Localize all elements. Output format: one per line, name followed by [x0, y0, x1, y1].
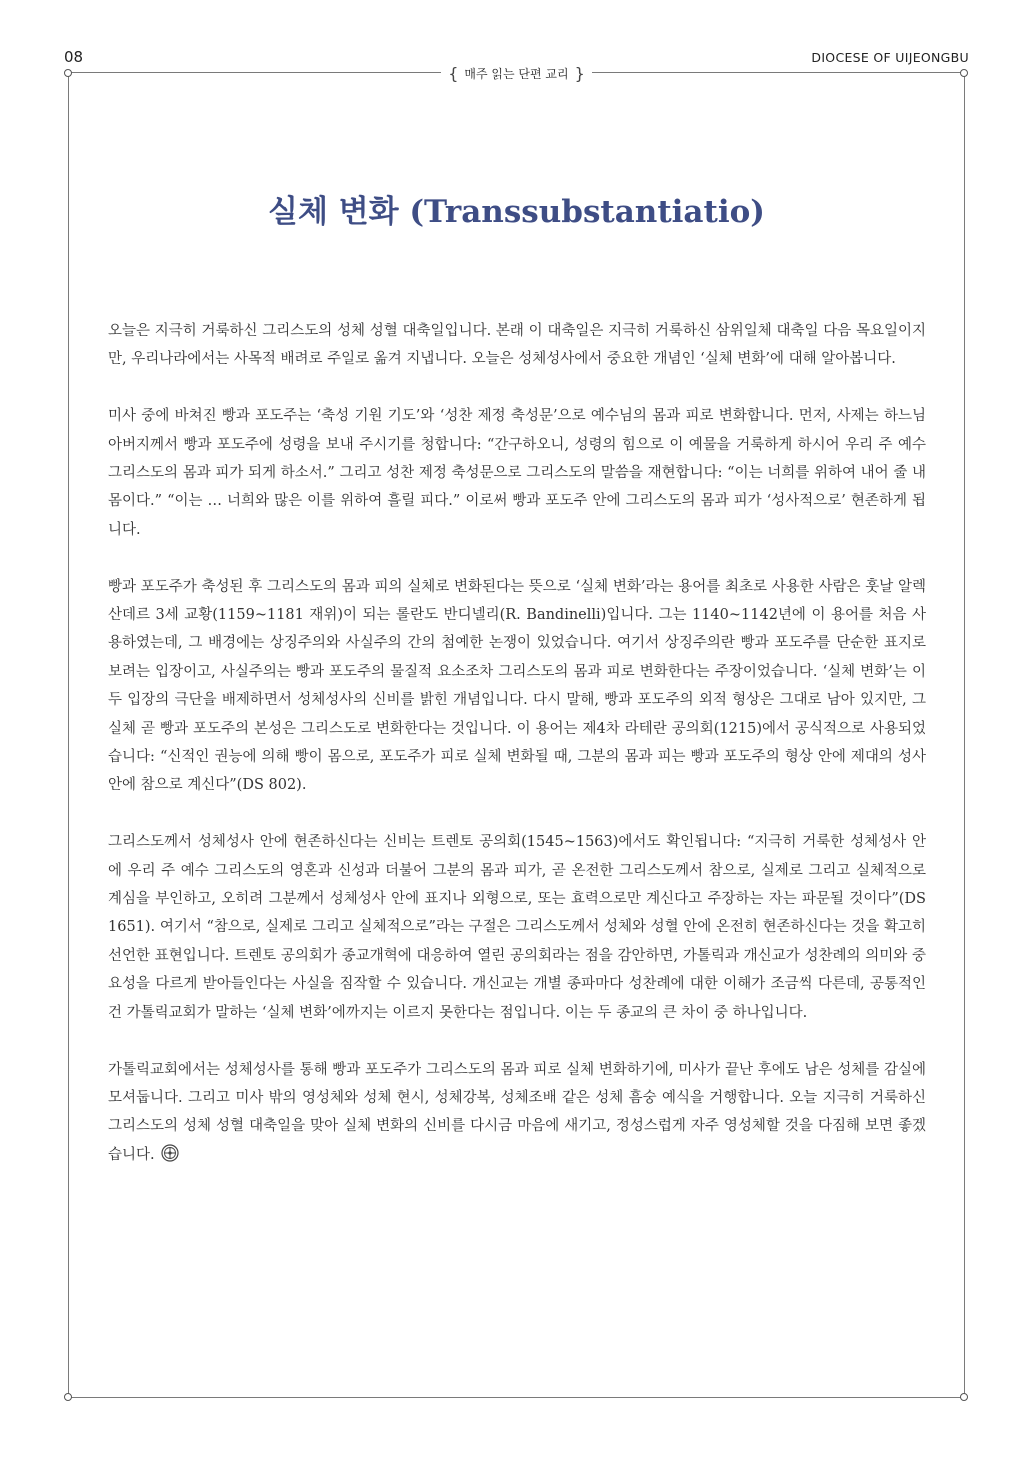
paragraph-4: 그리스도께서 성체성사 안에 현존하신다는 신비는 트렌토 공의회(1545~1563)에서도 확인됩니다: “지극히 거룩한 성체성사 안에 우리 주 예수 그리스도의 영혼과 신성과 더불어 그분의 몸과 피가, 곧 온전한 그리스도께서 참으로, 실제로 그리고 실체적으로 계심을 부인하고, 오히려 그분께서 성체성사 안에 표지나 외형으로, 또는 효력으로만 계신다고 주장하는 자는 파문될 것이다”(DS 1651). 여기서 “참으로, 실제로 그리고 실체적으로”라는 구절은 그리스도께서 성체와 성혈 안에 온전히 현존하신다는 것을 확고히 선언한 표현입니다. 트렌토 공의회가 종교개혁에 대응하여 열린 공의회라는 점을 감안하면, 가톨릭과 개신교가 성찬례의 의미와 중요성을 다르게 받아들인다는 사실을 짐작할 수 있습니다. 개신교는 개별 종파마다 성찬례에 대한 이해가 조금씩 다른데, 공통적인 건 가톨릭교회가 말하는 ‘실체 변화’에까지는 이르지 못한다는 점입니다. 이는 두 종교의 큰 차이 중 하나입니다.	[108, 834, 927, 1021]
series-label	[441, 62, 592, 84]
paragraph-5-wrapper	[108, 1056, 926, 1170]
paragraph-2: 미사 중에 바쳐진 빵과 포도주는 ‘축성 기원 기도’와 ‘성찬 제정 축성문’으로 예수님의 몸과 피로 변화합니다. 먼저, 사제는 하느님 아버지께서 빵과 포도주에 성령을 보내 주시기를 청합니다: “간구하오니, 성령의 힘으로 이 예물을 거룩하게 하시어 우리 주 예수 그리스도의 몸과 피가 되게 하소서.” 그리고 성찬 제정 축성문으로 그리스도의 말씀을 재현합니다: “이는 너희를 위하여 내어 줄 내 몸이다.” “이는 … 너희와 많은 이를 위하여 흘릴 피다.” 이로써 빵과 포도주 안에 그리스도의 몸과 피가 ‘성사적으로’ 현존하게 됩니다.	[108, 408, 926, 538]
page-number: 08	[64, 48, 84, 66]
frame-bottom-rule	[68, 1397, 965, 1398]
article-body	[108, 317, 926, 1169]
right-brace-icon: }	[574, 63, 585, 83]
series-text: 매주 읽는 단편 교리	[464, 66, 569, 81]
frame-right-rule	[964, 76, 965, 1396]
paragraph-3: 빵과 포도주가 축성된 후 그리스도의 몸과 피의 실체로 변화된다는 뜻으로 ‘실체 변화’라는 용어를 최초로 사용한 사람은 훗날 알렉산데르 3세 교황(1159~1181 재위)이 되는 롤란도 반디넬리(R. Bandinelli)입니다. 그는 1140~1142년에 이 용어를 처음 사용하였는데, 그 배경에는 상징주의와 사실주의 간의 첨예한 논쟁이 있었습니다. 여기서 상징주의란 빵과 포도주를 단순한 표지로 보려는 입장이고, 사실주의는 빵과 포도주의 물질적 요소조차 그리스도의 몸과 피로 변화한다는 주장이었습니다. ‘실체 변화’는 이 두 입장의 극단을 배제하면서 성체성사의 신비를 밝힌 개념입니다. 다시 말해, 빵과 포도주의 외적 형상은 그대로 남아 있지만, 그 실체 곧 빵과 포도주의 본성은 그리스도로 변화한다는 것입니다. 이 용어는 제4차 라테란 공의회(1215)에서 공식적으로 사용되었습니다: “신적인 권능에 의해 빵이 몸으로, 포도주가 피로 실체 변화될 때, 그분의 몸과 피는 빵과 포도주의 형상 안에 제대의 성사 안에 참으로 계신다”(DS 802).	[108, 578, 926, 794]
article-title: 실체 변화 (Transsubstantiatio)	[268, 194, 765, 230]
host-icon	[161, 1144, 179, 1162]
paragraph-1: 오늘은 지극히 거룩하신 그리스도의 성체 성혈 대축일입니다. 본래 이 대축일은 지극히 거룩하신 삼위일체 대축일 다음 목요일이지만, 우리나라에서는 사목적 배려로 주일로 옮겨 지냅니다. 오늘은 성체성사에서 중요한 개념인 ‘실체 변화’에 대해 알아봅니다.	[108, 323, 926, 368]
corner-dot-top-right	[960, 69, 968, 77]
frame-left-rule	[68, 76, 69, 1396]
diocese-label: DIOCESE OF UIJEONGBU	[811, 50, 969, 65]
paragraph-5: 가톨릭교회에서는 성체성사를 통해 빵과 포도주가 그리스도의 몸과 피로 실체 변화하기에, 미사가 끝난 후에도 남은 성체를 감실에 모셔둡니다. 그리고 미사 밖의 영성체와 성체 현시, 성체강복, 성체조배 같은 성체 흠숭 예식을 거행합니다. 오늘 지극히 거룩하신 그리스도의 성체 성혈 대축일을 맞아 실체 변화의 신비를 다시금 마음에 새기고, 정성스럽게 자주 영성체할 것을 다짐해 보면 좋겠습니다.	[108, 1061, 926, 1163]
corner-dot-bottom-right	[960, 1393, 968, 1401]
corner-dot-bottom-left	[64, 1393, 72, 1401]
corner-dot-top-left	[64, 69, 72, 77]
left-brace-icon: {	[448, 63, 459, 83]
